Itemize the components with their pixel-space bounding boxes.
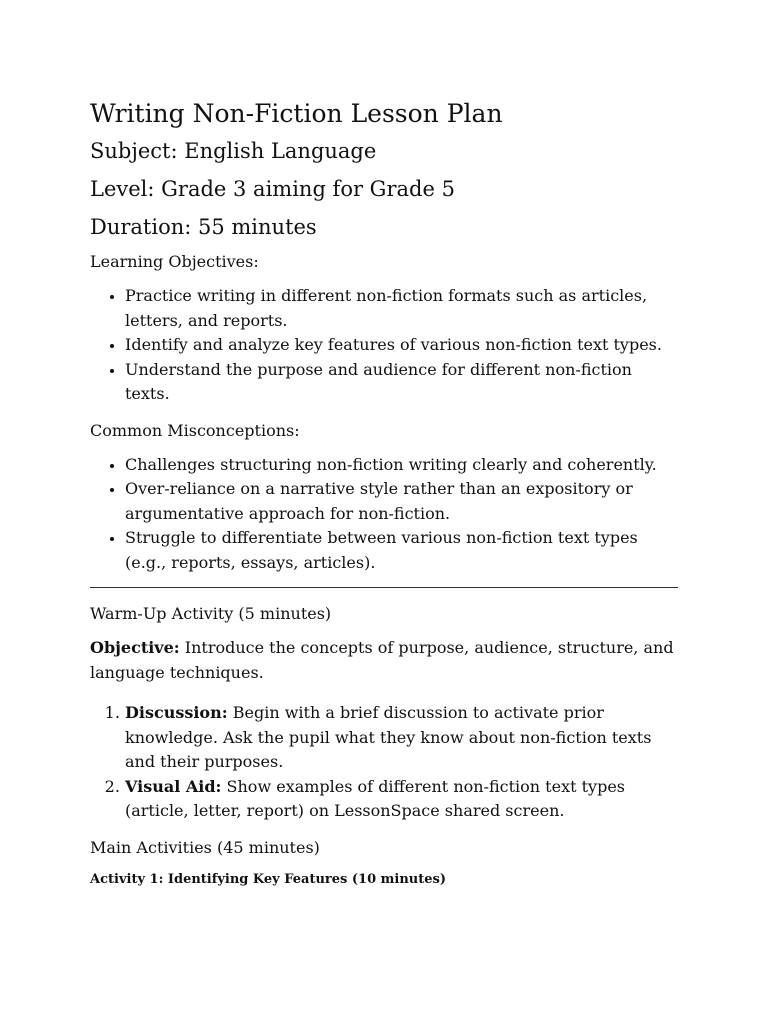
objective-text: Introduce the concepts of purpose, audience, structure, and language techniques. xyxy=(90,638,674,682)
main-activities-heading: Main Activities (45 minutes) xyxy=(90,837,320,857)
activity-1-heading: Activity 1: Identifying Key Features (10 minutes) xyxy=(90,871,446,887)
step-text: Show examples of different non-fiction text types (article, letter, report) on LessonSpace shared screen. xyxy=(125,776,625,820)
list-item: • Struggle to differentiate between various non-fiction text types (e.g., reports, essays, articles). xyxy=(125,526,680,575)
duration-heading: Duration: 55 minutes xyxy=(90,215,317,239)
warm-up-steps xyxy=(90,701,680,824)
learning-objectives-list xyxy=(90,284,680,407)
misconceptions-heading: Common Misconceptions: xyxy=(90,420,300,440)
document-page xyxy=(90,96,680,890)
list-item xyxy=(125,701,680,775)
section-divider xyxy=(90,587,678,588)
list-item: • Identify and analyze key features of various non-fiction text types. xyxy=(125,333,680,358)
warm-up-heading: Warm-Up Activity (5 minutes) xyxy=(90,604,332,623)
page-title: Writing Non-Fiction Lesson Plan xyxy=(90,99,503,128)
learning-objectives-heading: Learning Objectives: xyxy=(90,252,259,271)
list-item: • Challenges structuring non-fiction writing clearly and coherently. xyxy=(125,453,680,478)
misconceptions-list xyxy=(90,453,680,576)
step-text: Begin with a brief discussion to activate prior knowledge. Ask the pupil what they know about non-fiction texts and their purposes. xyxy=(125,703,652,771)
warm-up-objective xyxy=(90,636,680,685)
list-item: • Understand the purpose and audience for different non-fiction texts. xyxy=(125,358,680,407)
subject-heading: Subject: English Language xyxy=(90,139,377,163)
objective-label: Objective: xyxy=(90,638,180,657)
list-item xyxy=(125,775,680,824)
step-label: Visual Aid: xyxy=(125,776,222,796)
list-item: • Practice writing in different non-fiction formats such as articles, letters, and reports. xyxy=(125,284,680,333)
list-item: • Over-reliance on a narrative style rather than an expository or argumentative approach for non-fiction. xyxy=(125,477,680,526)
level-heading: Level: Grade 3 aiming for Grade 5 xyxy=(90,177,455,201)
step-label: Discussion: xyxy=(125,703,228,722)
